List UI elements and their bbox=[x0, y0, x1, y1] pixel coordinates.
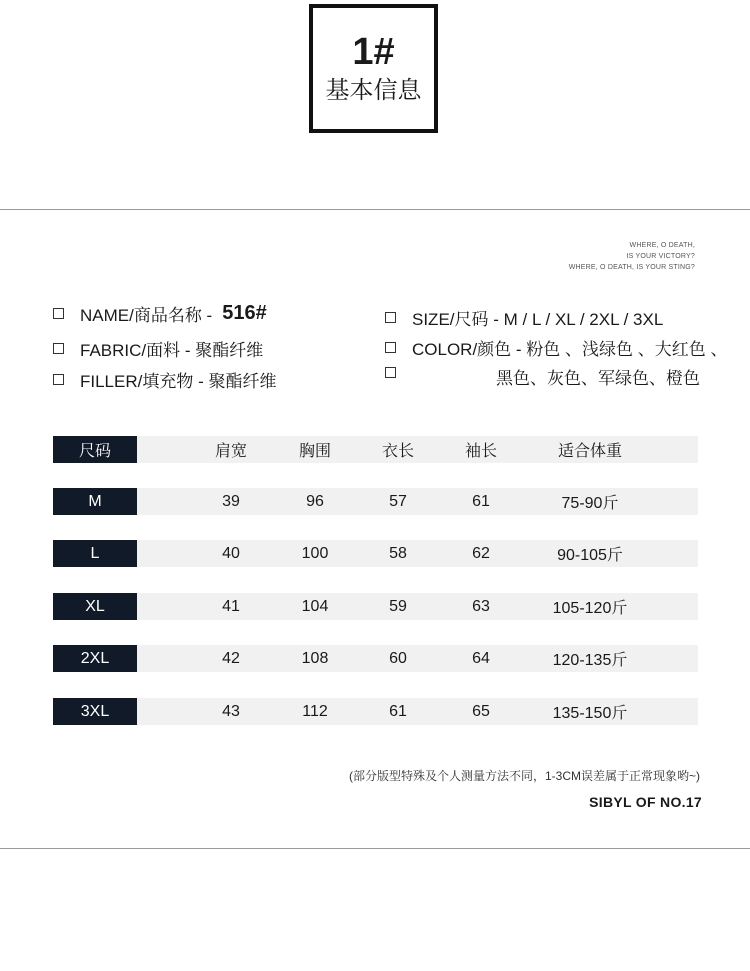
table-cell: 96 bbox=[306, 492, 324, 510]
measurement-note: (部分版型特殊及个人测量方法不同，1-3CM误差属于正常现象哟~) bbox=[348, 769, 700, 783]
table-cell: 64 bbox=[472, 649, 490, 667]
size-label: 2XL bbox=[53, 645, 137, 672]
table-cell: 105-120斤 bbox=[552, 600, 628, 617]
table-cell: 39 bbox=[222, 492, 240, 510]
spec-color-text: COLOR/颜色 - 粉色 、浅绿色 、大红色 、 bbox=[412, 340, 728, 359]
table-cell: 112 bbox=[302, 702, 328, 720]
table-cell: 135-150斤 bbox=[552, 705, 628, 722]
quote-line: WHERE, O DEATH, bbox=[629, 242, 695, 249]
table-header-cell: 衣长 bbox=[381, 443, 414, 460]
section-number: 1# bbox=[352, 30, 395, 73]
brand-name: SIBYL OF NO.17 bbox=[589, 794, 702, 810]
spec-color-cont-text: 黑色、灰色、军绿色、橙色 bbox=[496, 369, 700, 388]
spec-size bbox=[385, 305, 663, 330]
spec-fabric bbox=[53, 336, 263, 361]
checkbox-icon bbox=[53, 374, 64, 385]
table-cell: 65 bbox=[472, 702, 490, 720]
spec-color-cont bbox=[385, 367, 412, 378]
table-cell: 104 bbox=[301, 597, 329, 615]
checkbox-icon bbox=[385, 312, 396, 323]
spec-fabric-text: FABRIC/面料 - 聚酯纤维 bbox=[80, 341, 264, 360]
table-cell: 59 bbox=[389, 597, 407, 615]
table-cell: 62 bbox=[472, 544, 490, 562]
spec-name-value: 516# bbox=[222, 302, 267, 324]
table-header-cell: 胸围 bbox=[298, 443, 331, 460]
spec-filler-text: FILLER/填充物 - 聚酯纤维 bbox=[80, 372, 277, 391]
spec-name bbox=[53, 301, 267, 326]
table-row bbox=[53, 645, 698, 672]
bottom-divider bbox=[0, 848, 750, 849]
section-title: 基本信息 bbox=[325, 76, 422, 104]
size-label: M bbox=[53, 488, 137, 515]
table-header-cell: 尺码 bbox=[53, 436, 137, 463]
table-cell: 42 bbox=[222, 649, 240, 667]
checkbox-icon bbox=[53, 343, 64, 354]
top-divider bbox=[0, 209, 750, 210]
checkbox-icon bbox=[53, 308, 64, 319]
table-cell: 41 bbox=[222, 597, 240, 615]
table-cell: 100 bbox=[301, 544, 329, 562]
spec-size-text: SIZE/尺码 - M / L / XL / 2XL / 3XL bbox=[412, 310, 664, 329]
spec-filler bbox=[53, 367, 276, 392]
quote-block bbox=[569, 240, 695, 273]
table-header-cell: 袖长 bbox=[464, 443, 497, 460]
table-cell: 57 bbox=[389, 492, 407, 510]
checkbox-icon bbox=[385, 367, 396, 378]
table-cell: 120-135斤 bbox=[552, 652, 628, 669]
table-cell: 40 bbox=[222, 544, 240, 562]
spec-color bbox=[385, 335, 727, 360]
table-cell: 90-105斤 bbox=[557, 547, 623, 564]
table-cell: 75-90斤 bbox=[561, 495, 619, 512]
checkbox-icon bbox=[385, 342, 396, 353]
spec-name-label: NAME/商品名称 - bbox=[80, 306, 213, 325]
table-header-cell: 肩宽 bbox=[214, 443, 247, 460]
table-cell: 60 bbox=[389, 649, 407, 667]
table-header-cell: 适合体重 bbox=[557, 443, 622, 460]
table-row bbox=[53, 698, 698, 725]
table-cell: 108 bbox=[301, 649, 329, 667]
quote-line: WHERE, O DEATH, IS YOUR STING? bbox=[568, 264, 695, 271]
table-cell: 43 bbox=[222, 702, 240, 720]
section-badge bbox=[309, 4, 438, 133]
table-cell: 61 bbox=[389, 702, 407, 720]
size-label: XL bbox=[53, 593, 137, 620]
table-header-row bbox=[53, 436, 698, 463]
table-cell: 61 bbox=[472, 492, 490, 510]
quote-line: IS YOUR VICTORY? bbox=[626, 253, 695, 260]
size-label: 3XL bbox=[53, 698, 137, 725]
table-row bbox=[53, 593, 698, 620]
size-label: L bbox=[53, 540, 137, 567]
table-row bbox=[53, 540, 698, 567]
table-row bbox=[53, 488, 698, 515]
table-cell: 58 bbox=[389, 544, 407, 562]
table-cell: 63 bbox=[472, 597, 490, 615]
